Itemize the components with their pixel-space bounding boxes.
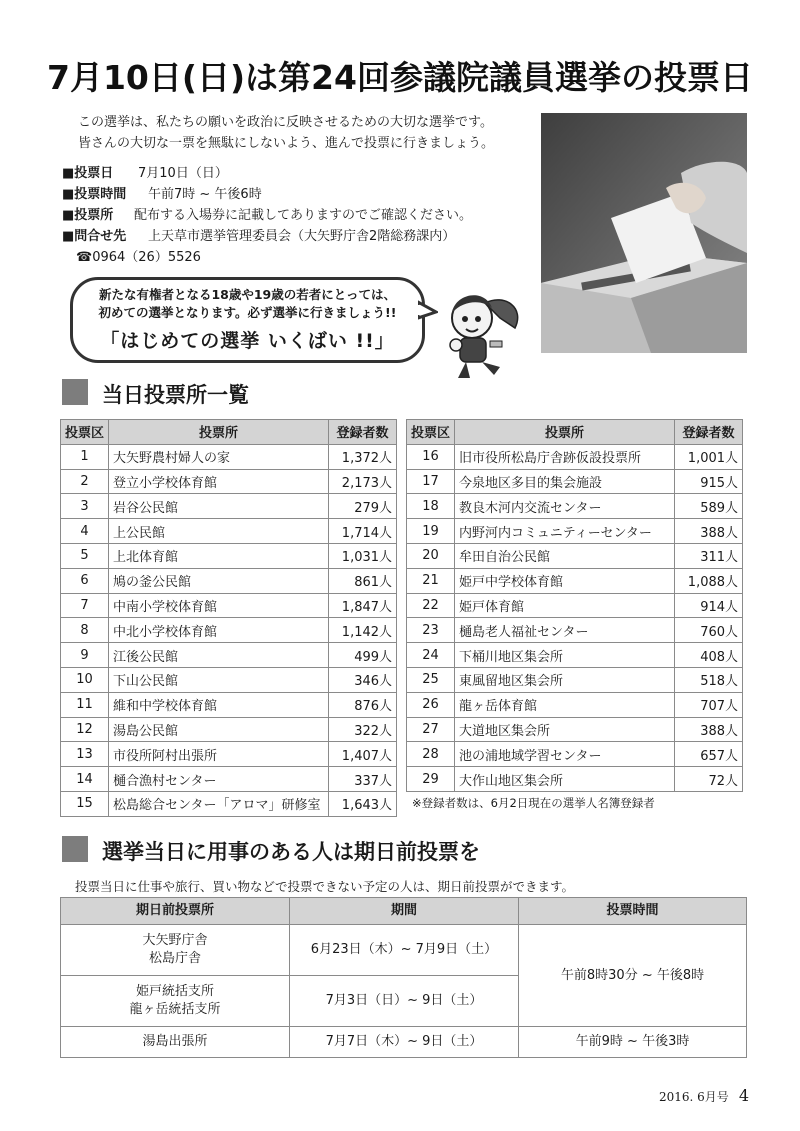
table-header-row xyxy=(61,420,397,445)
early-time: 午前8時30分 ~ 午後8時 xyxy=(519,925,747,1027)
polling-place: 上公民館 xyxy=(109,519,329,544)
polling-place: 維和中学校体育館 xyxy=(109,692,329,717)
table-row xyxy=(61,519,397,544)
intro-line: 皆さんの大切な一票を無駄にしないよう、進んで投票に行きましょう。 xyxy=(78,136,495,151)
district-number: 17 xyxy=(407,469,455,494)
district-number: 23 xyxy=(407,618,455,643)
registered-count: 1,847人 xyxy=(329,593,397,618)
page-footer xyxy=(659,1086,749,1105)
info-value: 配布する入場券に記載してありますのでご確認ください。 xyxy=(134,208,473,223)
speech-bubble xyxy=(70,277,425,363)
registered-count: 2,173人 xyxy=(329,469,397,494)
registered-count: 518人 xyxy=(675,667,743,692)
table-row xyxy=(407,767,743,792)
table-row xyxy=(407,519,743,544)
table-row xyxy=(407,543,743,568)
district-number: 7 xyxy=(61,593,109,618)
district-number: 22 xyxy=(407,593,455,618)
table-row xyxy=(407,444,743,469)
early-voting-description: 投票当日に仕事や旅行、買い物などで投票できない予定の人は、期日前投票ができます。 xyxy=(75,879,575,894)
table-row xyxy=(407,692,743,717)
polling-table-right xyxy=(406,419,743,792)
district-number: 8 xyxy=(61,618,109,643)
table-row xyxy=(61,494,397,519)
table-row xyxy=(407,593,743,618)
early-place: 大矢野庁舎 xyxy=(142,933,208,948)
contact-phone: ☎0964（26）5526 xyxy=(76,250,201,265)
polling-place: 大道地区集会所 xyxy=(455,717,675,742)
registered-count: 914人 xyxy=(675,593,743,618)
info-value: 上天草市選挙管理委員会（大矢野庁舎2階総務課内） xyxy=(148,229,456,244)
table-row xyxy=(407,568,743,593)
early-period: 6月23日（木）~ 7月9日（土） xyxy=(290,925,519,976)
registered-count: 760人 xyxy=(675,618,743,643)
registered-count: 1,407人 xyxy=(329,742,397,767)
registration-note: ※登録者数は、6月2日現在の選挙人名簿登録者 xyxy=(412,796,655,810)
district-number: 5 xyxy=(61,543,109,568)
polling-place: 牟田自治公民館 xyxy=(455,543,675,568)
polling-place: 湯島公民館 xyxy=(109,717,329,742)
col-header-place: 投票所 xyxy=(455,420,675,445)
polling-place: 樋島老人福祉センター xyxy=(455,618,675,643)
polling-place: 池の浦地域学習センター xyxy=(455,742,675,767)
district-number: 14 xyxy=(61,767,109,792)
section-marker xyxy=(62,379,88,405)
district-number: 25 xyxy=(407,667,455,692)
polling-place: 中南小学校体育館 xyxy=(109,593,329,618)
registered-count: 388人 xyxy=(675,717,743,742)
polling-place: 旧市役所松島庁舎跡仮設投票所 xyxy=(455,444,675,469)
early-place: 龍ヶ岳統括支所 xyxy=(129,1002,221,1017)
polling-place: 龍ヶ岳体育館 xyxy=(455,692,675,717)
district-number: 6 xyxy=(61,568,109,593)
registered-count: 322人 xyxy=(329,717,397,742)
info-label: ■投票時間 xyxy=(62,187,127,202)
bubble-line: 初めての選挙となります。必ず選挙に行きましょう!! xyxy=(98,305,397,320)
table-row xyxy=(61,543,397,568)
polling-place: 大矢野農村婦人の家 xyxy=(109,444,329,469)
district-number: 3 xyxy=(61,494,109,519)
early-place: 湯島出張所 xyxy=(61,1027,290,1058)
polling-place: 下山公民館 xyxy=(109,667,329,692)
registered-count: 589人 xyxy=(675,494,743,519)
table-row xyxy=(61,469,397,494)
registered-count: 1,001人 xyxy=(675,444,743,469)
bubble-line: 新たな有権者となる18歳や19歳の若者にとっては、 xyxy=(98,287,397,302)
polling-place: 姫戸中学校体育館 xyxy=(455,568,675,593)
polling-place: 教良木河内交流センター xyxy=(455,494,675,519)
registered-count: 876人 xyxy=(329,692,397,717)
col-header-time: 投票時間 xyxy=(519,898,747,925)
bubble-slogan: 「はじめての選挙 いくばい !!」 xyxy=(100,330,395,352)
registered-count: 1,714人 xyxy=(329,519,397,544)
polling-place: 岩谷公民館 xyxy=(109,494,329,519)
issue-date: 2016. 6月号 xyxy=(659,1090,729,1104)
polling-place: 市役所阿村出張所 xyxy=(109,742,329,767)
section-title: 選挙当日に用事のある人は期日前投票を xyxy=(102,840,480,864)
registered-count: 1,088人 xyxy=(675,568,743,593)
table-row xyxy=(407,667,743,692)
col-header-district: 投票区 xyxy=(61,420,109,445)
registered-count: 707人 xyxy=(675,692,743,717)
early-period: 7月7日（木）~ 9日（土） xyxy=(290,1027,519,1058)
intro-line: この選挙は、私たちの願いを政治に反映させるための大切な選挙です。 xyxy=(78,115,493,130)
table-row xyxy=(61,593,397,618)
table-row xyxy=(61,692,397,717)
col-header-district: 投票区 xyxy=(407,420,455,445)
ballot-box-photo xyxy=(541,113,747,353)
registered-count: 1,031人 xyxy=(329,543,397,568)
polling-place: 鳩の釜公民館 xyxy=(109,568,329,593)
col-header-early-place: 期日前投票所 xyxy=(61,898,290,925)
district-number: 24 xyxy=(407,643,455,668)
section-title: 当日投票所一覧 xyxy=(102,383,249,407)
district-number: 10 xyxy=(61,667,109,692)
info-value: 7月10日（日） xyxy=(138,166,228,181)
district-number: 29 xyxy=(407,767,455,792)
registered-count: 861人 xyxy=(329,568,397,593)
section-marker xyxy=(62,836,88,862)
early-time: 午前9時 ~ 午後3時 xyxy=(519,1027,747,1058)
info-value: 午前7時 ~ 午後6時 xyxy=(148,187,262,202)
table-row xyxy=(61,925,747,976)
info-label: ■問合せ先 xyxy=(62,229,127,244)
table-row xyxy=(61,568,397,593)
registered-count: 408人 xyxy=(675,643,743,668)
registered-count: 346人 xyxy=(329,667,397,692)
registered-count: 279人 xyxy=(329,494,397,519)
district-number: 4 xyxy=(61,519,109,544)
table-row xyxy=(407,494,743,519)
info-label: ■投票所 xyxy=(62,208,114,223)
table-row xyxy=(61,444,397,469)
table-row xyxy=(407,742,743,767)
page-number: 4 xyxy=(738,1086,749,1105)
district-number: 28 xyxy=(407,742,455,767)
election-info xyxy=(62,163,472,268)
early-period: 7月3日（日）~ 9日（土） xyxy=(290,976,519,1027)
district-number: 18 xyxy=(407,494,455,519)
mascot-icon xyxy=(430,283,530,383)
polling-place: 松島総合センター「アロマ」研修室 xyxy=(109,791,329,816)
district-number: 26 xyxy=(407,692,455,717)
registered-count: 1,372人 xyxy=(329,444,397,469)
registered-count: 388人 xyxy=(675,519,743,544)
registered-count: 311人 xyxy=(675,543,743,568)
info-row-contact xyxy=(62,226,472,247)
table-row xyxy=(407,618,743,643)
table-row xyxy=(407,469,743,494)
polling-place: 登立小学校体育館 xyxy=(109,469,329,494)
district-number: 13 xyxy=(61,742,109,767)
district-number: 2 xyxy=(61,469,109,494)
registered-count: 1,142人 xyxy=(329,618,397,643)
early-voting-table xyxy=(60,897,747,1058)
district-number: 1 xyxy=(61,444,109,469)
table-row xyxy=(61,1027,747,1058)
polling-place: 大作山地区集会所 xyxy=(455,767,675,792)
registered-count: 72人 xyxy=(675,767,743,792)
intro-text xyxy=(78,112,494,154)
info-label: ■投票日 xyxy=(62,166,114,181)
table-row xyxy=(61,767,397,792)
table-row xyxy=(61,717,397,742)
table-row xyxy=(61,791,397,816)
polling-table-left xyxy=(60,419,397,817)
table-header-row xyxy=(407,420,743,445)
district-number: 20 xyxy=(407,543,455,568)
col-header-count: 登録者数 xyxy=(329,420,397,445)
table-row xyxy=(61,742,397,767)
registered-count: 1,643人 xyxy=(329,791,397,816)
table-row xyxy=(407,643,743,668)
table-row xyxy=(61,643,397,668)
col-header-place: 投票所 xyxy=(109,420,329,445)
col-header-count: 登録者数 xyxy=(675,420,743,445)
polling-place: 上北体育館 xyxy=(109,543,329,568)
registered-count: 657人 xyxy=(675,742,743,767)
early-place-cell xyxy=(61,976,290,1027)
polling-place: 姫戸体育館 xyxy=(455,593,675,618)
polling-place: 東風留地区集会所 xyxy=(455,667,675,692)
district-number: 11 xyxy=(61,692,109,717)
col-header-period: 期間 xyxy=(290,898,519,925)
district-number: 21 xyxy=(407,568,455,593)
info-row-hours xyxy=(62,184,472,205)
district-number: 27 xyxy=(407,717,455,742)
polling-place: 内野河内コミュニティーセンター xyxy=(455,519,675,544)
registered-count: 499人 xyxy=(329,643,397,668)
early-place: 松島庁舎 xyxy=(148,951,201,966)
registered-count: 915人 xyxy=(675,469,743,494)
early-place-cell xyxy=(61,925,290,976)
district-number: 19 xyxy=(407,519,455,544)
polling-place: 樋合漁村センター xyxy=(109,767,329,792)
early-place: 姫戸統括支所 xyxy=(135,984,214,999)
polling-place: 今泉地区多目的集会施設 xyxy=(455,469,675,494)
info-row-date xyxy=(62,163,472,184)
district-number: 16 xyxy=(407,444,455,469)
page-title: 7月10日(日)は第24回参議院議員選挙の投票日 xyxy=(47,58,753,97)
polling-place: 江後公民館 xyxy=(109,643,329,668)
info-row-place xyxy=(62,205,472,226)
polling-place: 中北小学校体育館 xyxy=(109,618,329,643)
district-number: 15 xyxy=(61,791,109,816)
district-number: 12 xyxy=(61,717,109,742)
table-row xyxy=(61,618,397,643)
district-number: 9 xyxy=(61,643,109,668)
table-row xyxy=(407,717,743,742)
polling-place: 下桶川地区集会所 xyxy=(455,643,675,668)
registered-count: 337人 xyxy=(329,767,397,792)
table-row xyxy=(61,667,397,692)
table-header-row xyxy=(61,898,747,925)
